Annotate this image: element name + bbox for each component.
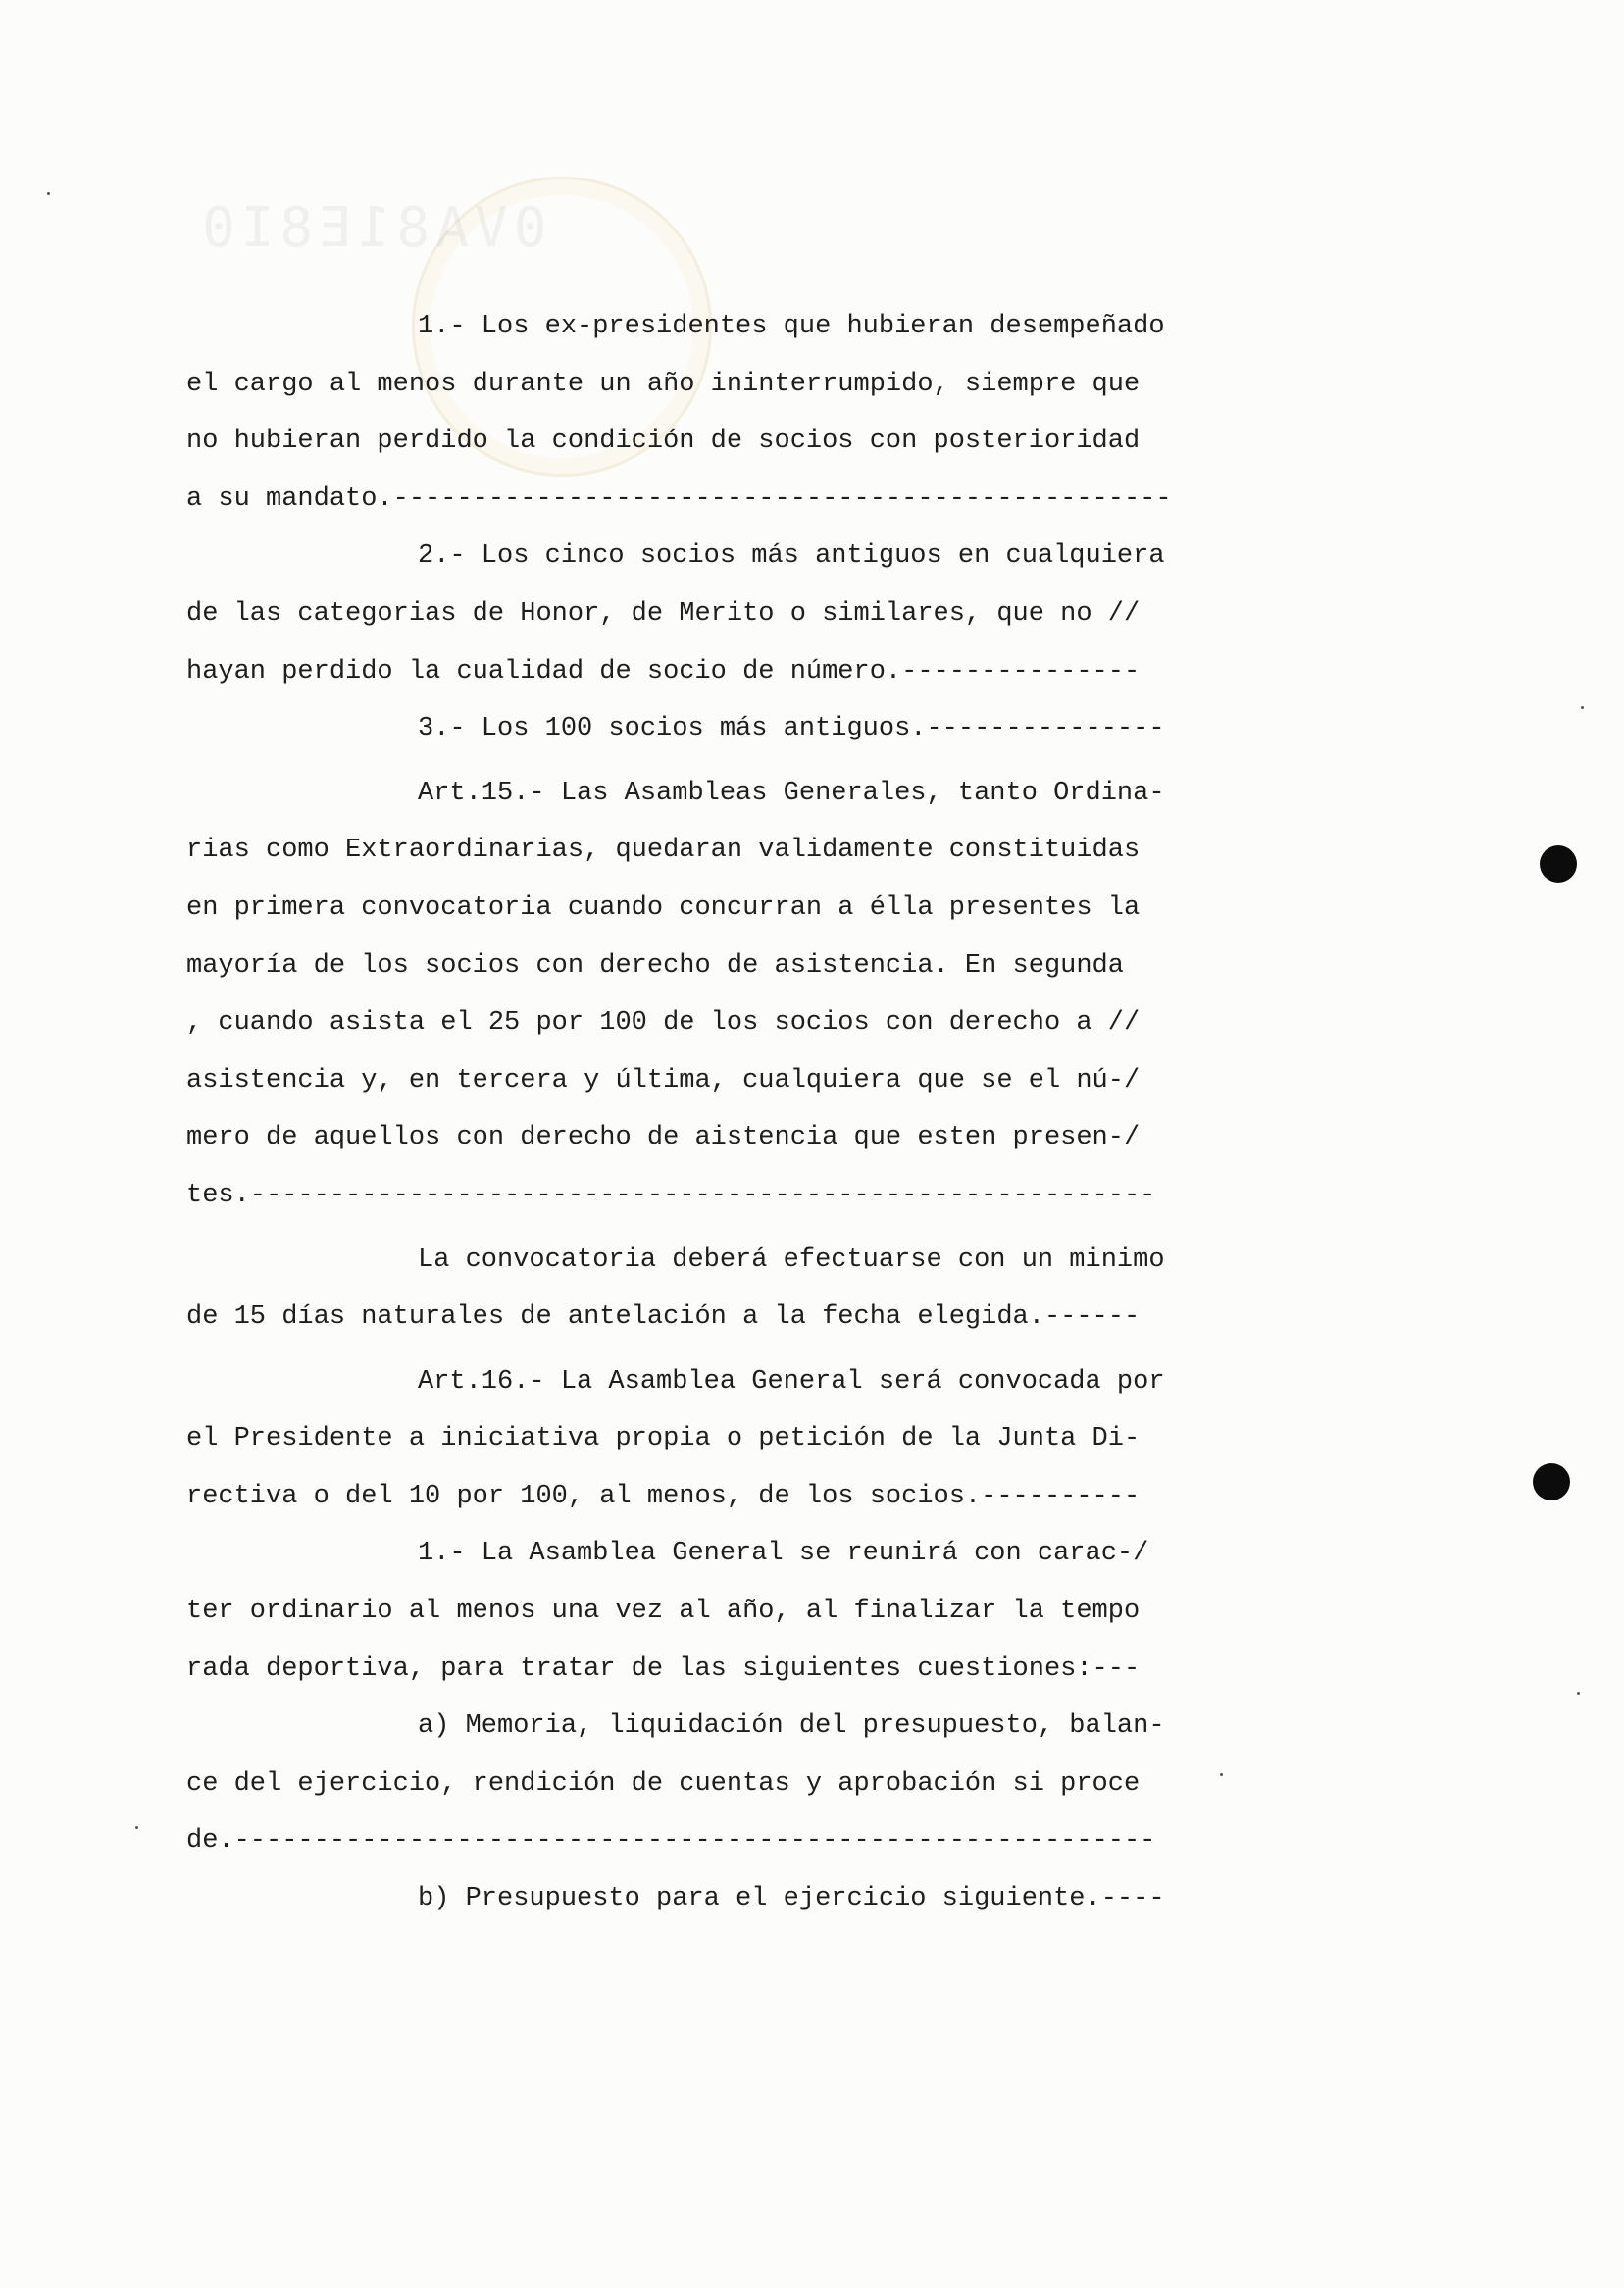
text-line: en primera convocatoria cuando concurran a élla presentes la <box>186 892 1141 923</box>
text-line: de las categorias de Honor, de Merito o similares, que no // <box>186 598 1141 629</box>
text-line: a su mandato.------------------------------------------------- <box>186 483 1172 514</box>
paper-speck <box>47 192 50 195</box>
text-line: ter ordinario al menos una vez al año, al finalizar la tempo <box>186 1597 1141 1627</box>
text-line: el Presidente a iniciativa propia o petición de la Junta Di- <box>186 1424 1141 1454</box>
text-line: Art.15.- Las Asambleas Generales, tanto Ordina- <box>418 778 1165 808</box>
text-line: no hubieran perdido la condición de socios con posterioridad <box>186 427 1141 457</box>
text-line: mero de aquellos con derecho de aistencia que esten presen-/ <box>186 1123 1141 1153</box>
text-line: 2.- Los cinco socios más antiguos en cualquiera <box>418 541 1165 572</box>
text-line: b) Presupuesto para el ejercicio siguiente.---- <box>418 1884 1165 1914</box>
text-line: ce del ejercicio, rendición de cuentas y aprobación si proce <box>186 1768 1141 1799</box>
text-line: tes.--------------------------------------------------------- <box>186 1180 1156 1210</box>
paper-speck <box>1577 1692 1580 1695</box>
document-text <box>186 298 1245 1928</box>
punch-hole <box>1533 1463 1570 1500</box>
text-line: Art.16.- La Asamblea General será convocada por <box>418 1366 1165 1397</box>
text-line: el cargo al menos durante un año ininterrumpido, siempre que <box>186 369 1141 399</box>
text-line: a) Memoria, liquidación del presupuesto, balan- <box>418 1711 1165 1742</box>
text-line: 1.- La Asamblea General se reunirá con carac-/ <box>418 1539 1149 1569</box>
text-line: de.---------------------------------------------------------- <box>186 1826 1156 1856</box>
punch-hole <box>1540 845 1577 883</box>
text-line: La convocatoria deberá efectuarse con un minimo <box>418 1245 1165 1275</box>
text-line: 1.- Los ex-presidentes que hubieran desempeñado <box>418 312 1165 341</box>
text-line: 3.- Los 100 socios más antiguos.--------------- <box>418 714 1165 744</box>
text-line: mayoría de los socios con derecho de asistencia. En segunda <box>186 950 1124 981</box>
text-line: de 15 días naturales de antelación a la fecha elegida.------ <box>186 1302 1141 1333</box>
bleed-through-stamp: 0VA81E8I0 <box>196 196 547 260</box>
text-line: asistencia y, en tercera y última, cualquiera que se el nú-/ <box>186 1065 1141 1095</box>
text-line: hayan perdido la cualidad de socio de número.--------------- <box>186 656 1141 686</box>
text-line: rada deportiva, para tratar de las siguientes cuestiones:--- <box>186 1653 1141 1684</box>
text-line: rectiva o del 10 por 100, al menos, de los socios.---------- <box>186 1481 1141 1511</box>
paper-speck <box>135 1826 138 1829</box>
text-line: , cuando asista el 25 por 100 de los socios con derecho a // <box>186 1008 1141 1039</box>
text-line: rias como Extraordinarias, quedaran validamente constituidas <box>186 836 1141 866</box>
paper-speck <box>1581 706 1584 709</box>
